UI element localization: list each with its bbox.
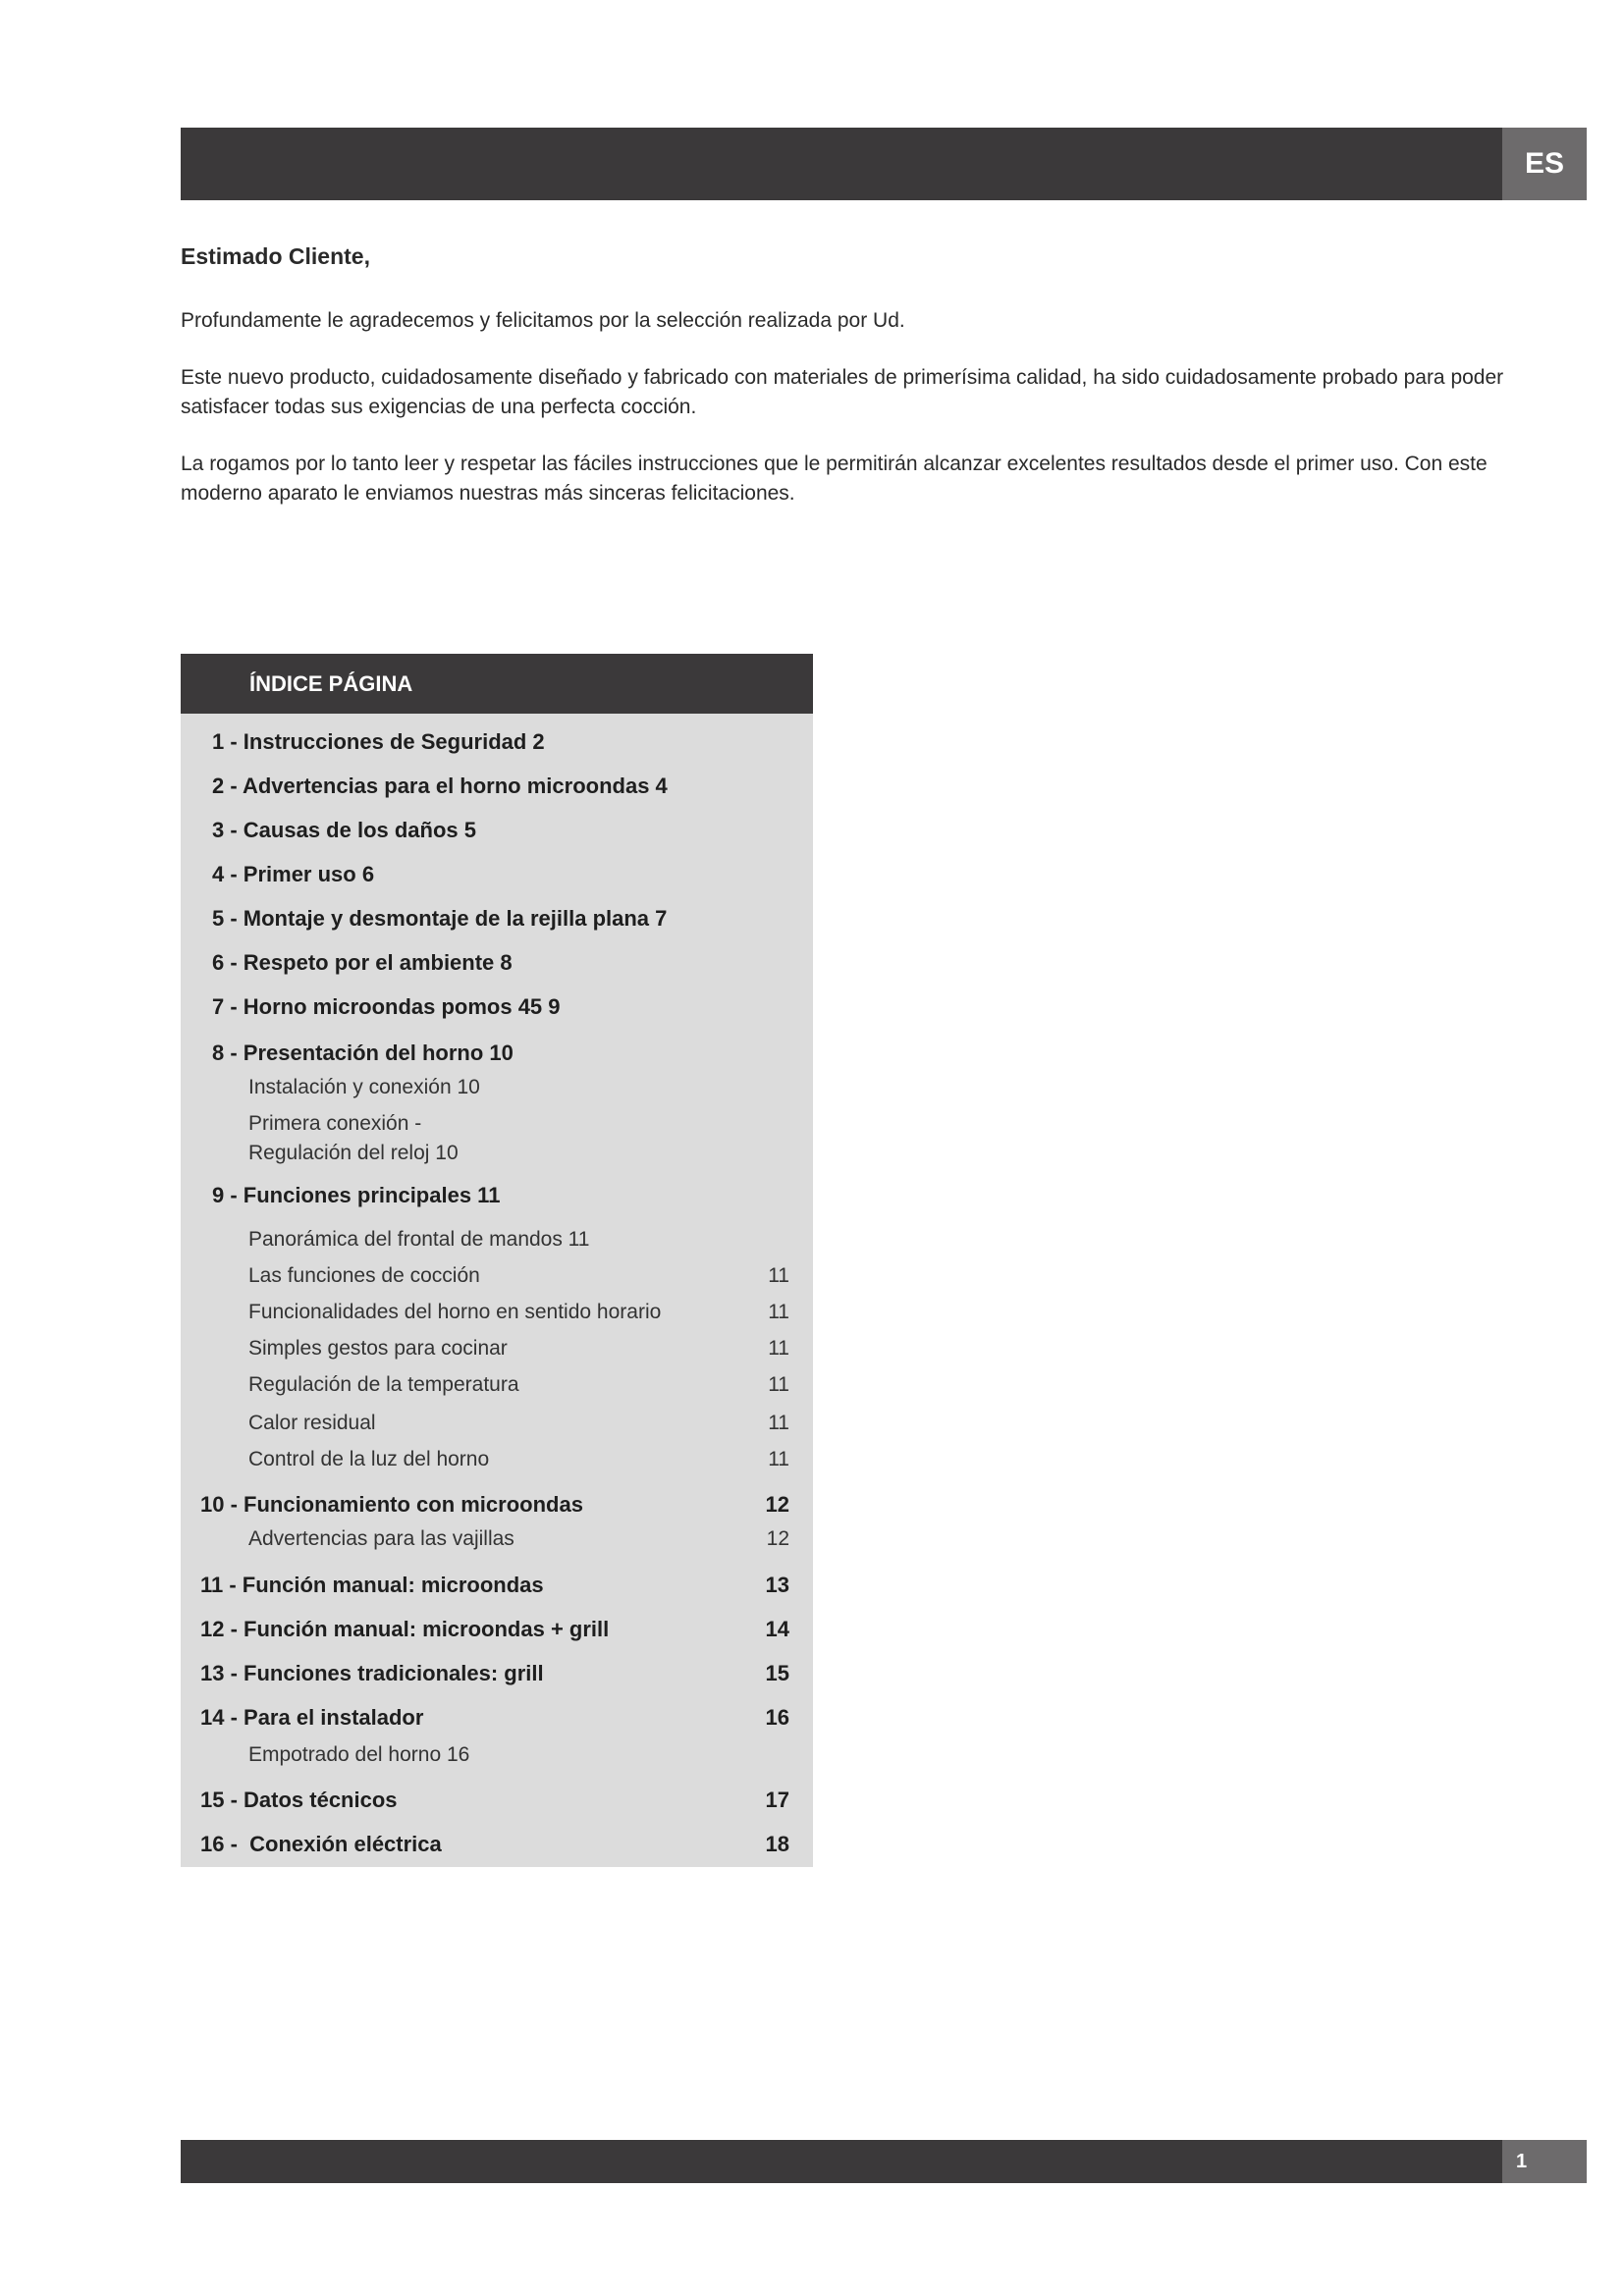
toc-item-label: 15 - Datos técnicos [200, 1788, 398, 1812]
toc-item [181, 1179, 813, 1212]
toc-item-label: 4 - Primer uso 6 [212, 862, 375, 886]
toc-subitem-label: Regulación del reloj 10 [248, 1142, 459, 1164]
toc-item [181, 1613, 813, 1646]
intro-paragraph-3: La rogamos por lo tanto leer y respetar las fáciles instrucciones que le permitirán alcanzar excelentes resultados desde el primer uso. Con este moderno aparato le enviamos nuestras más sinceras felicitaciones. [181, 453, 1488, 505]
toc-subitem-page: 11 [768, 1301, 789, 1323]
toc-item-page: 12 [765, 1492, 789, 1517]
header-bar [181, 128, 1502, 200]
footer-bar [181, 2140, 1502, 2183]
toc-item-label: 3 - Causas de los daños 5 [212, 818, 476, 842]
toc-item-label: 12 - Función manual: microondas + grill [200, 1617, 610, 1641]
toc-item-label: 7 - Horno microondas pomos 45 9 [212, 994, 561, 1019]
toc-item [181, 858, 813, 891]
toc-subitem-label: Las funciones de cocción [248, 1264, 480, 1287]
toc-subitem-page: 11 [768, 1448, 789, 1470]
toc-subitem [181, 1107, 813, 1141]
toc-subitem [181, 1332, 813, 1365]
toc-subitem-page: 11 [768, 1264, 789, 1287]
toc-item-label: 11 - Función manual: microondas [200, 1573, 544, 1597]
toc-subitem-label: Advertencias para las vajillas [248, 1527, 514, 1550]
page-number: 1 [1502, 2140, 1587, 2183]
toc-subitem [181, 1259, 813, 1293]
toc-subitem [181, 1071, 813, 1104]
toc-item [181, 1569, 813, 1602]
toc-item-page: 15 [765, 1661, 789, 1685]
toc-item-label: 13 - Funciones tradicionales: grill [200, 1661, 544, 1685]
toc-subitem [181, 1137, 813, 1170]
toc-item-label: 5 - Montaje y desmontaje de la rejilla plana 7 [212, 906, 668, 931]
toc-item-label: 2 - Advertencias para el horno microondas 4 [212, 774, 668, 798]
toc-subitem-label: Funcionalidades del horno en sentido horario [248, 1301, 662, 1323]
toc-subitem [181, 1223, 813, 1256]
toc-subitem [181, 1738, 813, 1772]
toc-subitem-label: Primera conexión - [248, 1112, 422, 1135]
toc-item-label: 14 - Para el instalador [200, 1705, 424, 1730]
toc-subitem-label: Panorámica del frontal de mandos 11 [248, 1228, 590, 1251]
toc-subitem-page: 12 [766, 1527, 789, 1550]
toc-item-label: 8 - Presentación del horno 10 [212, 1041, 514, 1065]
toc-item-page: 13 [765, 1573, 789, 1597]
toc-subitem-label: Instalación y conexión 10 [248, 1076, 480, 1098]
table-of-contents [181, 654, 813, 1867]
toc-subitem [181, 1407, 813, 1440]
language-tab: ES [1502, 128, 1587, 200]
toc-item [181, 1828, 813, 1861]
toc-item [181, 725, 813, 759]
toc-item [181, 946, 813, 980]
toc-subitem-label: Simples gestos para cocinar [248, 1337, 508, 1360]
toc-subitem [181, 1522, 813, 1556]
toc-item-page: 16 [765, 1705, 789, 1730]
toc-subitem [181, 1296, 813, 1329]
toc-subitem [181, 1368, 813, 1402]
greeting: Estimado Cliente, [181, 243, 370, 269]
toc-item-label: 1 - Instrucciones de Seguridad 2 [212, 729, 545, 754]
intro-paragraph-1: Profundamente le agradecemos y felicitamos por la selección realizada por Ud. [181, 309, 905, 332]
toc-item [181, 1657, 813, 1690]
toc-item [181, 1784, 813, 1817]
toc-subitem-label: Regulación de la temperatura [248, 1373, 519, 1396]
toc-subitem-page: 11 [768, 1373, 789, 1396]
toc-subitem-label: Control de la luz del horno [248, 1448, 490, 1470]
toc-item [181, 770, 813, 803]
toc-title: ÍNDICE PÁGINA [181, 654, 813, 714]
toc-subitem [181, 1443, 813, 1476]
toc-item-page: 17 [765, 1788, 789, 1812]
toc-subitem-label: Empotrado del horno 16 [248, 1743, 470, 1766]
toc-item-label: 10 - Funcionamiento con microondas [200, 1492, 583, 1517]
toc-item [181, 814, 813, 847]
intro-paragraph-2: Este nuevo producto, cuidadosamente diseñado y fabricado con materiales de primerísima calidad, ha sido cuidadosamente probado para poder satisfacer todas sus exigencias de una perfecta cocción. [181, 366, 1504, 418]
toc-item [181, 1037, 813, 1070]
toc-item [181, 990, 813, 1024]
toc-item [181, 1488, 813, 1522]
toc-item-page: 18 [765, 1832, 789, 1856]
toc-subitem-label: Calor residual [248, 1412, 376, 1434]
toc-item-label: 9 - Funciones principales 11 [212, 1183, 501, 1207]
toc-item-page: 14 [765, 1617, 789, 1641]
intro-section [181, 241, 1506, 536]
toc-item-label: 6 - Respeto por el ambiente 8 [212, 950, 513, 975]
toc-item-label: 16 - Conexión eléctrica [200, 1832, 442, 1856]
toc-item [181, 902, 813, 935]
toc-item [181, 1701, 813, 1735]
toc-subitem-page: 11 [768, 1337, 789, 1360]
toc-subitem-page: 11 [768, 1412, 789, 1434]
